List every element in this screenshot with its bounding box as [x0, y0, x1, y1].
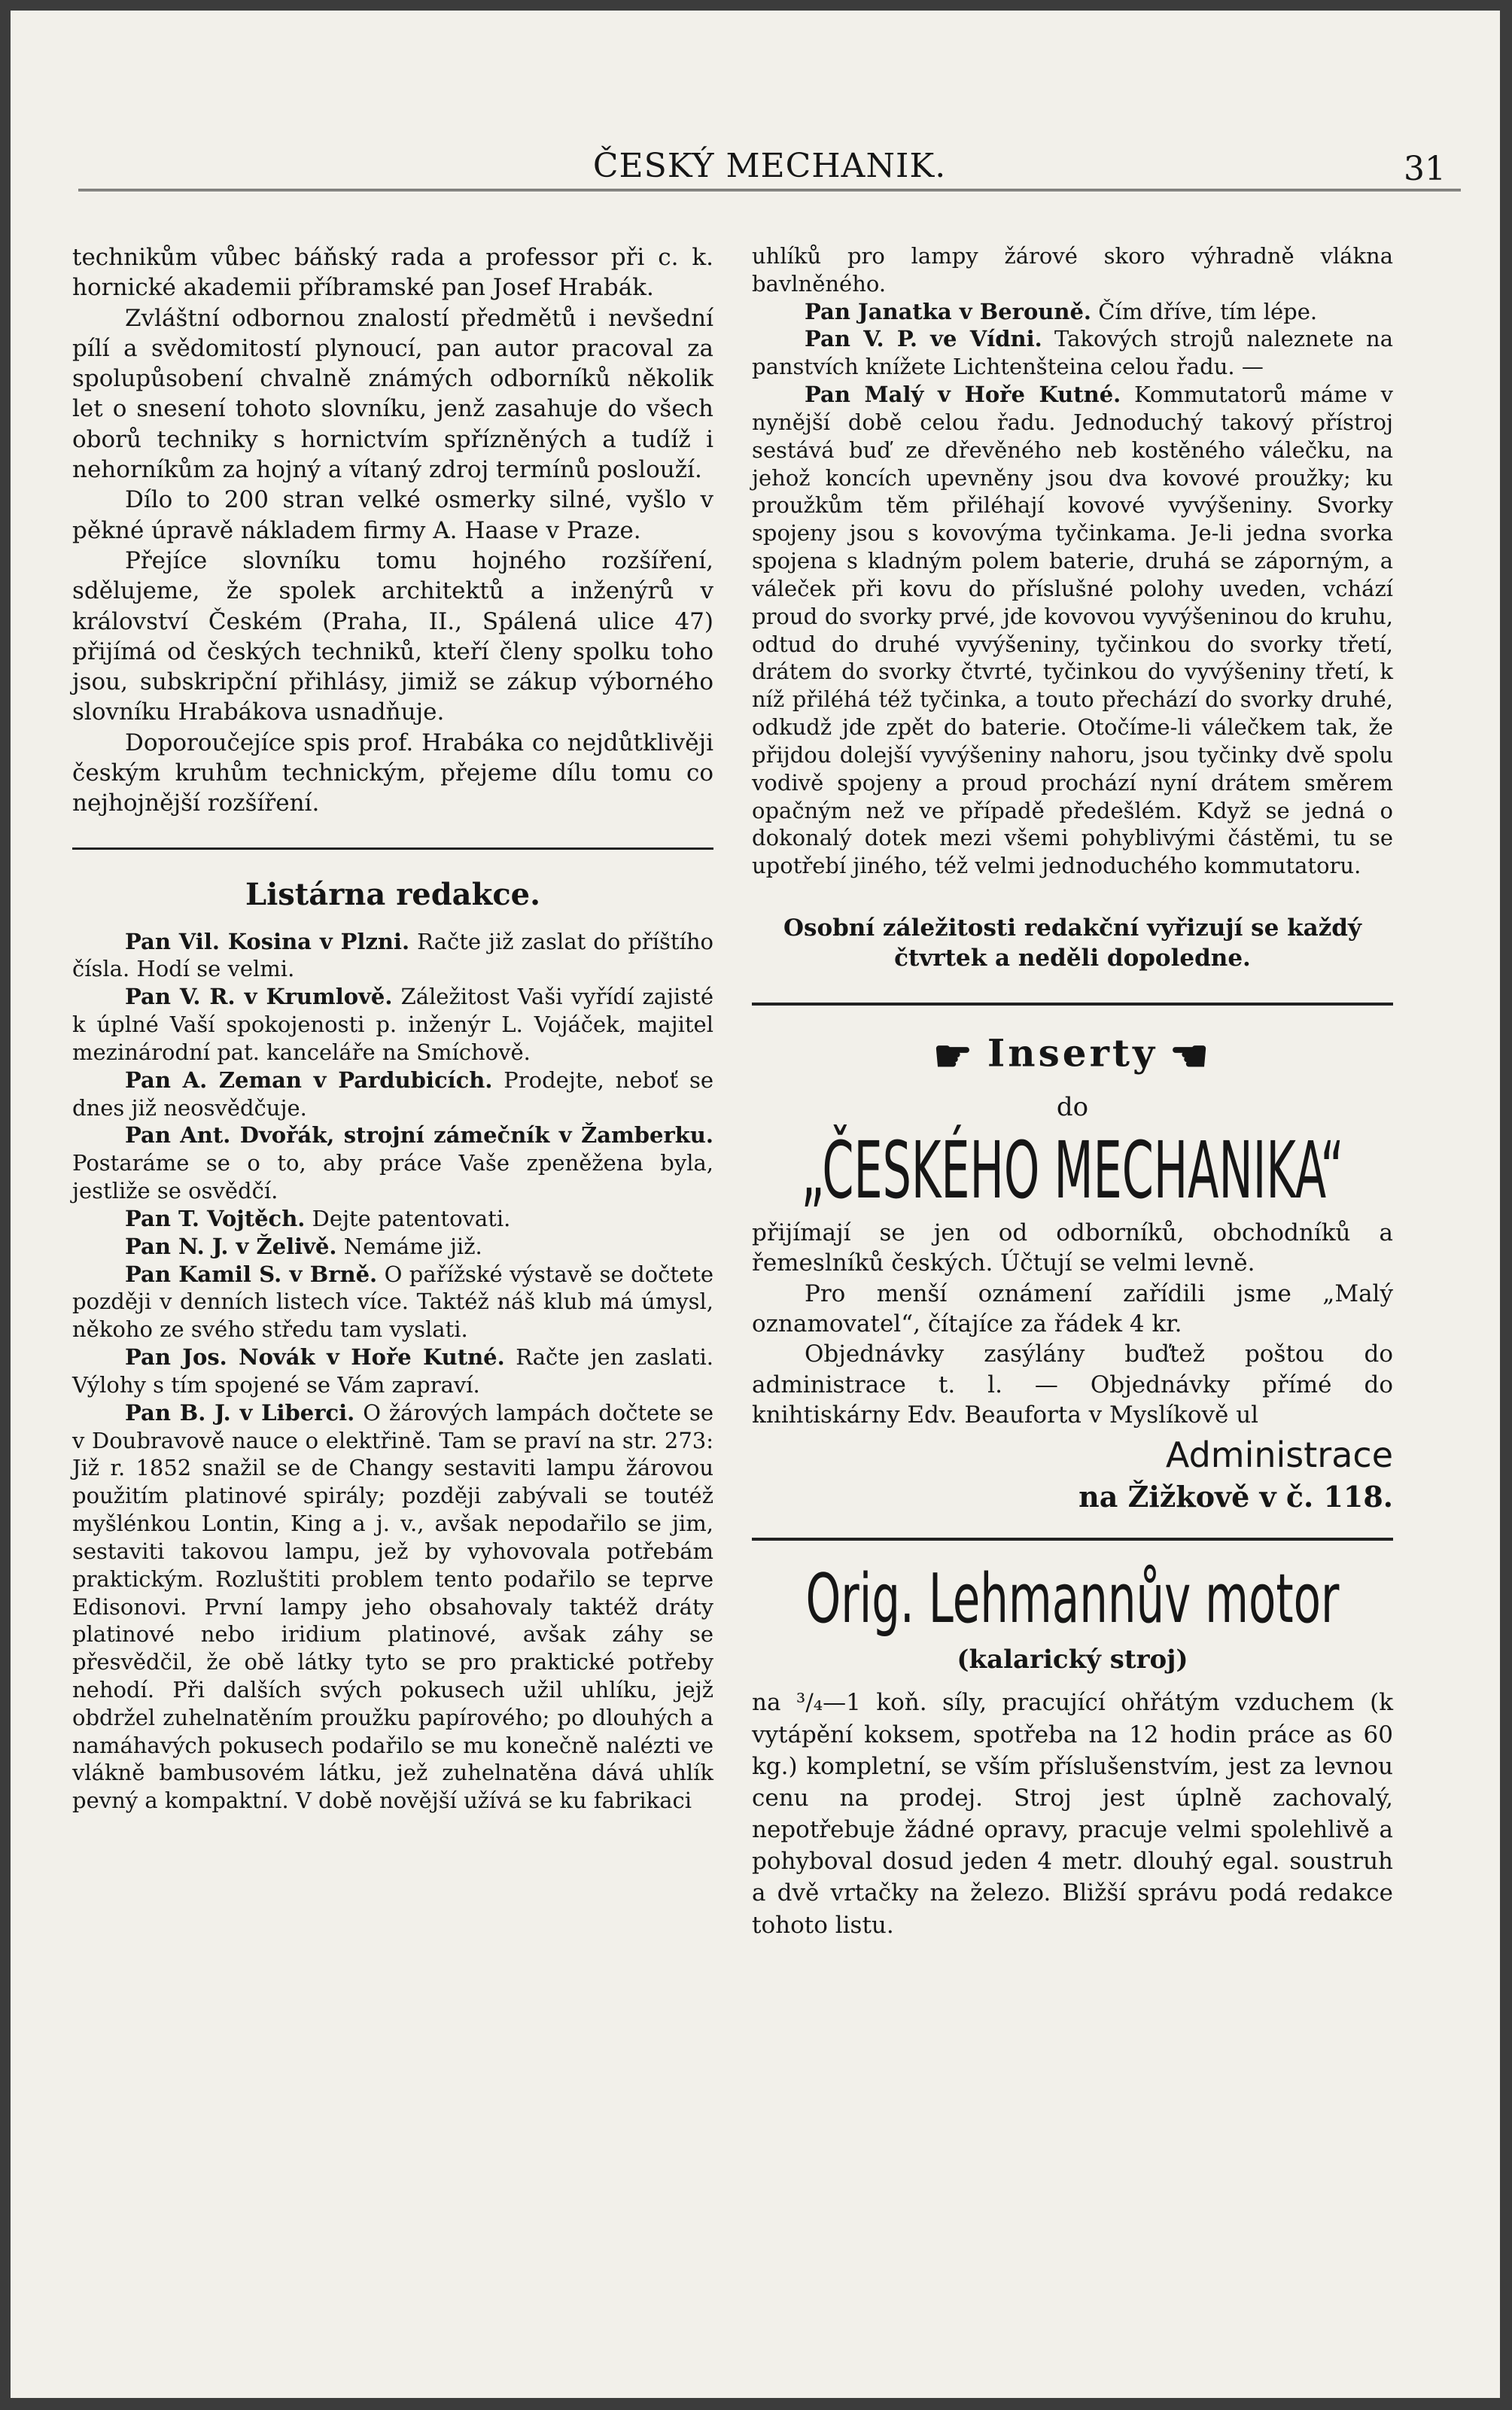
letter-item	[752, 325, 1393, 381]
letter-recipient: Pan T. Vojtěch.	[125, 1205, 306, 1231]
letter-text: Čím dříve, tím lépe.	[1098, 298, 1318, 324]
letter-text: Postaráme se o to, aby práce Vaše zpeněžena byla, jestliže se osvědčí.	[72, 1150, 713, 1204]
header-rule	[78, 189, 1461, 191]
letter-item	[72, 1261, 713, 1343]
ad-administration: Administrace	[1165, 1435, 1393, 1476]
pointing-hand-left-icon: ☚	[1170, 1030, 1212, 1082]
section-divider	[72, 847, 713, 850]
letter-recipient: Pan Kamil S. v Brně.	[125, 1261, 378, 1287]
page-header	[78, 142, 1461, 195]
letter-text: Takových strojů naleznete na panstvích knížete Lichtenšteina celou řadu. —	[752, 326, 1393, 380]
letter-item	[72, 983, 713, 1066]
ad-body	[752, 1218, 1393, 1430]
running-title: ČESKÝ MECHANIK.	[592, 147, 947, 185]
ad-paragraph: Pro menší oznámení zařídili jsme „Malý oznamovatel“, čítajíce za řádek 4 kr.	[752, 1280, 1393, 1337]
page-number: 31	[1404, 150, 1446, 188]
letter-text: O žárových lampách dočtete se v Doubravově nauce o elektřině. Tam se praví na str. 273: Již r. 1852 snažil se de Changy sestaviti lampu žárovou použitím platinové spirály; později zabývali se toutéž myšlénkou Lontin, King a j. v., avšak nepodařilo se jim, sestaviti takovou lampu, jež by vyhovovala potřebám praktickým. Rozluštiti problem tento podařilo se teprve Edisonovi. První lampy jeho obsahovaly taktéž dráty platinové nebo iridium platinové, avšak záhy se přesvědčil, že obě látky tyto se pro praktické potřeby nehodí. Při dalších svých pokusech užil uhlíku, jejž obdržel zuhelnatěním proužku papírového; po dlouhých a namáhavých pokusech podařilo se mu konečně nalézti ve vlákně bambusovém látku, jež zuhelnatěna dává uhlík pevný a kompaktní. V době novější užívá se ku fabrikaci	[72, 1399, 713, 1814]
ad-paragraph: Objednávky zasýlány buďtež poštou do administrace t. l. — Objednávky přímé do knihtiskárny Edv. Beauforta v Myslíkově ul	[752, 1340, 1393, 1429]
newspaper-page	[11, 11, 1500, 2398]
letter-item	[752, 381, 1393, 880]
letter-item	[72, 1067, 713, 1122]
letter-recipient: Pan Ant. Dvořák, strojní zámečník v Žamberku.	[125, 1122, 713, 1149]
letter-recipient: Pan B. J. v Liberci.	[125, 1399, 355, 1426]
ad-heading-text: Inserty	[987, 1030, 1158, 1076]
letter-recipient: Pan Vil. Kosina v Plzni.	[125, 928, 410, 954]
article-paragraph: Zvláštní odbornou znalostí předmětů i nevšední pílí a svědomitostí plynoucí, pan autor pracoval za spolupůsobení chvalně známých odborníků několik let o snesení tohoto slovníku, jenž zasahuje do všech oborů techniky s hornictvím spřízněných a tudíž i nehorníkům za hojný a vítaný zdroj termínů poslouží.	[72, 304, 713, 484]
ad-heading	[752, 1028, 1393, 1085]
letter-recipient: Pan A. Zeman v Pardubicích.	[125, 1067, 493, 1093]
letter-recipient: Pan Malý v Hoře Kutné.	[805, 382, 1121, 408]
left-column	[72, 242, 713, 1815]
letter-text: Nemáme již.	[343, 1233, 482, 1259]
motor-body	[752, 1687, 1393, 1940]
article-paragraph: Dílo to 200 stran velké osmerky silné, vyšlo v pěkné úpravě nákladem firmy A. Haase v Praze.	[72, 486, 713, 544]
letter-continuation: uhlíků pro lampy žárové skoro výhradně vlákna bavlněného.	[752, 243, 1393, 297]
ad-masthead: „ČESKÉHO MECHANIKA“	[801, 1124, 1344, 1217]
letter-text: Račte již zaslat do příštího čísla. Hodí se velmi.	[72, 928, 714, 982]
letter-text: Kommutatorů máme v nynější době celou řadu. Jednoduchý takový přístroj sestává buď ze dřevěného neb kostěného válečku, na jehož koncích upevněny jsou dva kovové proužky; ku proužkům těm přiléhají kovové vyvýšeniny. Svorky spojeny jsou s kovovýma tyčinkama. Je-li jedna svorka spojena s kladným polem baterie, druhá se záporným, a váleček při kovu do příslušné polohy uveden, vchází proud do svorky prvé, jde kovovou vyvýšeninou do kruhu, odtud do druhé vyvýšeniny, tyčinkou do svorky třetí, drátem do svorky čtvrté, tyčinkou do vyvýšeniny třetí, k níž přiléhá též tyčinka, a touto přechází do svorky druhé, odkudž jde zpět do baterie. Otočíme-li válečkem tak, že přijdou dolejší vyvýšeniny nahoru, jsou tyčinky dvě spolu vodivě spojeny a proud prochází nyní drátem směrem opačným než ve případě předešlém. Když se jedná o dokonalý dotek mezi všemi pohyblivými částěmi, tu se upotřebí jiného, též velmi jednoduchého kommutatoru.	[752, 382, 1393, 879]
right-column	[752, 242, 1393, 1941]
motor-subtitle: (kalarický stroj)	[957, 1645, 1188, 1675]
pointing-hand-right-icon: ☛	[932, 1030, 975, 1082]
letter-text: Račte jen zaslati. Výlohy s tím spojené se Vám zapraví.	[72, 1344, 714, 1398]
letter-recipient: Pan Janatka v Berouně.	[805, 298, 1092, 324]
letter-item	[72, 928, 713, 984]
listarna-title: Listárna redakce.	[245, 876, 541, 912]
letter-item	[72, 1343, 713, 1399]
letter-item	[72, 1233, 713, 1261]
inserty-advertisement	[752, 1003, 1393, 1516]
ad-address: na Žižkově v č. 118.	[1078, 1479, 1393, 1514]
letter-recipient: Pan V. P. ve Vídni.	[805, 326, 1042, 352]
letter-recipient: Pan V. R. v Krumlově.	[125, 984, 393, 1010]
letter-recipient: Pan N. J. v Želivě.	[125, 1233, 337, 1259]
letter-recipient: Pan Jos. Novák v Hoře Kutné.	[125, 1344, 505, 1371]
article-paragraph: Doporoučejíce spis prof. Hrabáka co nejdůtklivěji českým kruhům technickým, přejeme dílu tomu co nejhojnější rozšíření.	[72, 729, 713, 817]
motor-title: Orig. Lehmannův motor	[805, 1560, 1340, 1639]
motor-advertisement	[752, 1538, 1393, 1940]
letter-text: Záležitost Vaši vyřídí zajisté k úplné Vaší spokojenosti p. inženýr L. Vojáček, majitel mezinárodní pat. kanceláře na Smíchově.	[72, 984, 713, 1065]
editorial-notice: Osobní záležitosti redakční vyřizují se každý čtvrtek a neděli dopoledne.	[783, 914, 1361, 972]
letter-item	[752, 298, 1393, 326]
letter-text: Prodejte, neboť se dnes již neosvědčuje.	[72, 1067, 713, 1121]
article-paragraph: technikům vůbec báňský rada a professor při c. k. hornické akademii příbramské pan Josef Hrabák.	[72, 244, 713, 302]
letters-section	[72, 928, 713, 1815]
article-paragraph: Přejíce slovníku tomu hojného rozšíření, sdělujeme, že spolek architektů a inženýrů v království Českém (Praha, II., Spálená ulice 47) přijímá od českých techniků, kteří členy spolku toho jsou, subskripční přihlásy, jimiž se zákup výborného slovníku Hrabákova usnadňuje.	[72, 546, 713, 726]
ad-paragraph: přijímají se jen od odborníků, obchodníků a řemeslníků českých. Účtují se velmi levně.	[752, 1219, 1393, 1277]
letter-item	[72, 1399, 713, 1815]
dictionary-article	[72, 242, 713, 819]
letters-continued	[752, 242, 1393, 880]
ad-preposition: do	[1056, 1092, 1089, 1123]
letter-item	[72, 1121, 713, 1204]
letter-text: Dejte patentovati.	[312, 1205, 511, 1231]
letter-text: O pařížské výstavě se dočtete později v denních listech více. Taktéž náš klub má úmysl, někoho ze svého středu tam vyslati.	[72, 1261, 714, 1343]
letter-item	[72, 1205, 713, 1233]
motor-paragraph: na ³/₄—1 koň. síly, pracující ohřátým vzduchem (k vytápění koksem, spotřeba na 12 hodin práce as 60 kg.) kompletní, se vším příslušenstvím, jest za levnou cenu na prodej. Stroj jest úplně zachovalý, nepotřebuje žádné opravy, pracuje velmi spolehlivě a pohyboval dosud jeden 4 metr. dlouhý egal. soustruh a dvě vrtačky na železo. Bližší správu podá redakce tohoto listu.	[752, 1689, 1393, 1939]
